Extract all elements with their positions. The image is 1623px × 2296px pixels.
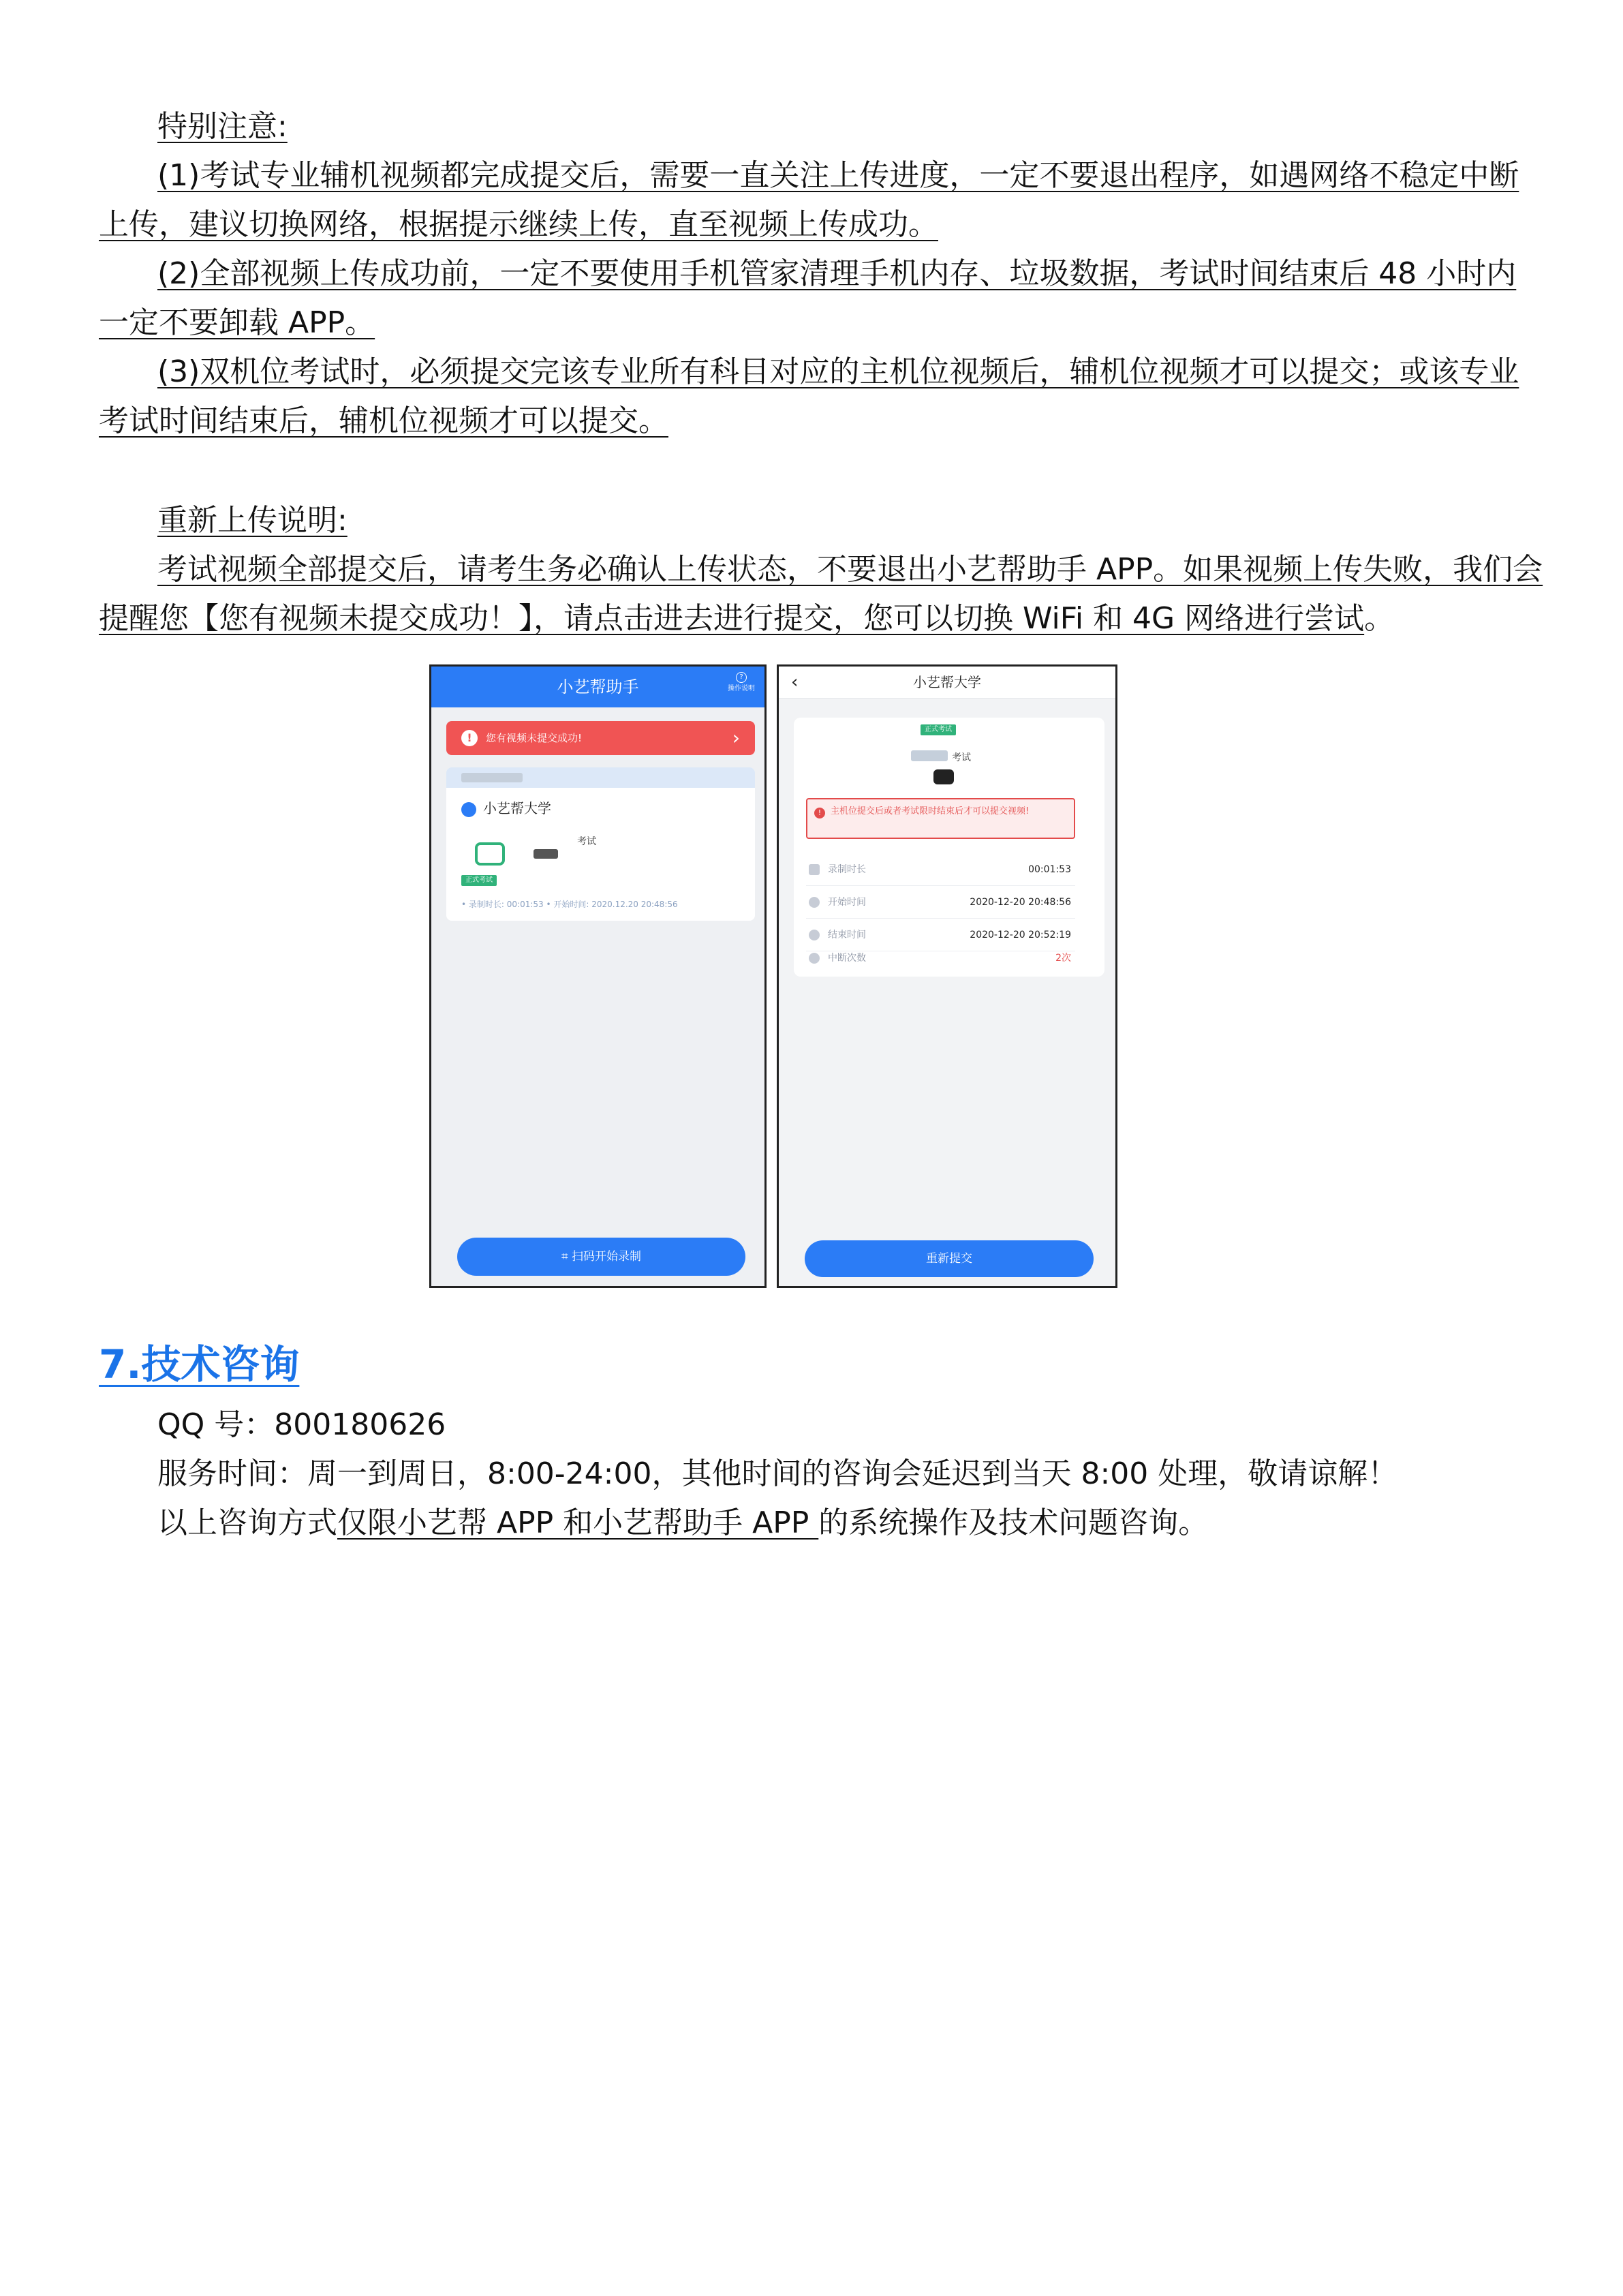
- upload-failed-alert[interactable]: ! 您有视频未提交成功! ›: [446, 721, 755, 755]
- clock-icon: [809, 930, 820, 940]
- scan-icon: ⌗: [561, 1250, 572, 1264]
- exam-card[interactable]: [446, 767, 755, 921]
- detail-header: ‹ 小艺帮大学: [779, 667, 1115, 699]
- app-screenshot-home: [429, 664, 767, 1288]
- app-header: 小艺帮助手 ? 操作说明: [431, 667, 764, 707]
- chevron-right-icon: ›: [732, 726, 740, 749]
- blurred-subject: [911, 750, 948, 761]
- exam-meta: • 录制时长: 00:01:53 • 开始时间: 2020.12.20 20:48:56: [461, 900, 678, 909]
- service-hours: 服务时间：周一到周日，8:00-24:00，其他时间的咨询会延迟到当天 8:00 处理，敬请谅解！: [157, 1456, 1398, 1491]
- app-screenshot-detail: [777, 664, 1117, 1288]
- submit-warning: ! 主机位提交后或者考试限时结束后才可以提交视频!: [806, 798, 1075, 839]
- help-button[interactable]: ? 操作说明: [728, 673, 755, 692]
- info-icon: !: [461, 730, 478, 746]
- university-row: 小艺帮大学: [461, 798, 551, 818]
- detail-row-start: 开始时间 2020-12-20 20:48:56: [806, 887, 1075, 919]
- reupload-heading: 重新上传说明:: [157, 503, 347, 538]
- resubmit-button[interactable]: 重新提交: [805, 1240, 1094, 1277]
- exam-label: 考试: [952, 752, 971, 763]
- exam-detail-card: [794, 718, 1104, 977]
- detail-row-duration: 录制时长 00:01:53: [806, 854, 1075, 886]
- qq-number: QQ 号：800180626: [157, 1407, 446, 1442]
- blurred-subject: [534, 849, 558, 859]
- detail-row-end: 结束时间 2020-12-20 20:52:19: [806, 919, 1075, 951]
- clock-icon: [809, 897, 820, 908]
- exam-label: 考试: [577, 836, 596, 847]
- video-camera-icon: [475, 842, 505, 866]
- special-notes-heading: 特别注意:: [157, 109, 288, 144]
- question-icon: ?: [736, 672, 747, 683]
- section-title-tech-support: 7.技术咨询: [99, 1341, 300, 1388]
- interrupt-icon: [809, 953, 820, 964]
- warning-icon: !: [814, 808, 825, 818]
- special-note-2: (2)全部视频上传成功前，一定不要使用手机管家清理手机内存、垃圾数据，考试时间结束后 48 小时内一定不要卸载 APP。: [99, 256, 1517, 340]
- blurred-avatar: [933, 769, 954, 784]
- university-logo-icon: [461, 802, 476, 817]
- special-note-1: (1)考试专业辅机视频都完成提交后，需要一直关注上传进度，一定不要退出程序，如遇网络不稳定中断上传，建议切换网络，根据提示继续上传，直至视频上传成功。: [99, 158, 1519, 242]
- play-icon: [809, 864, 820, 875]
- exam-tag: 正式考试: [461, 875, 497, 886]
- blurred-info: [461, 773, 523, 782]
- back-arrow-icon[interactable]: ‹: [791, 672, 799, 692]
- detail-row-interrupts: 中断次数 2次: [806, 943, 1075, 974]
- special-note-3: (3)双机位考试时，必须提交完该专业所有科目对应的主机位视频后，辅机位视频才可以提交；或该专业考试时间结束后，辅机位视频才可以提交。: [99, 354, 1519, 438]
- exam-tag: 正式考试: [921, 724, 956, 735]
- scan-record-button[interactable]: ⌗ 扫码开始录制: [457, 1238, 745, 1276]
- support-scope: 以上咨询方式仅限小艺帮 APP 和小艺帮助手 APP 的系统操作及技术问题咨询。: [157, 1505, 1209, 1540]
- reupload-body: 考试视频全部提交后，请考生务必确认上传状态，不要退出小艺帮助手 APP。如果视频上传失败，我们会提醒您【您有视频未提交成功！】，请点击进去进行提交，您可以切换 WiFi 和 4G 网络进行尝试。: [99, 552, 1543, 636]
